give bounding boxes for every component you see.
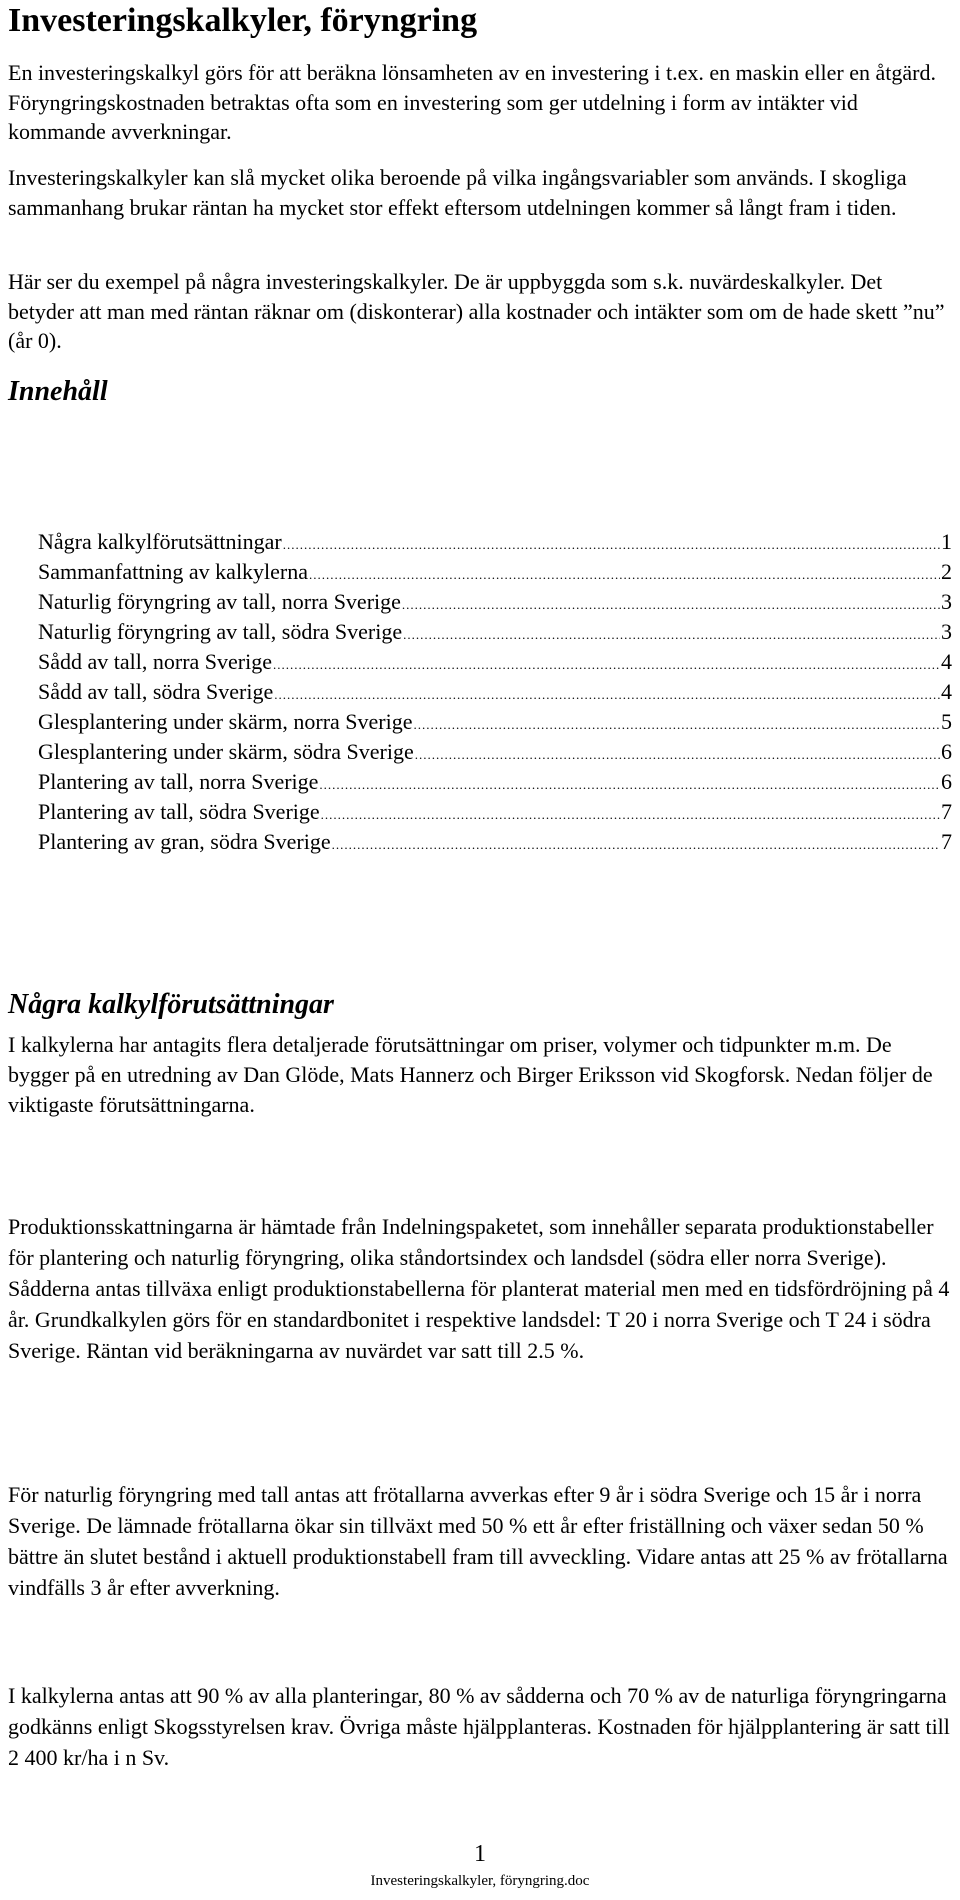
- toc-item[interactable]: Sådd av tall, norra Sverige ..... 4: [38, 647, 952, 677]
- intro-paragraph: Investeringskalkyler kan slå mycket olika beroende på vilka ingångsvariabler som används. I skogliga sammanhang brukar räntan ha mycket stor effekt eftersom utdelningen kommer så långt fram i tiden.: [8, 165, 907, 220]
- section-paragraph: Produktionsskattningarna är hämtade från Indelningspaketet, som innehåller separata produktionstabeller för plantering och naturlig föryngring, olika ståndortsindex och landsdel (södra eller norra Sverige). Sådderna antas tillväxa enligt produktionstabellerna för planterat material men med en tidsfördröjning på 4 år. Grundkalkylen görs för en standardbonitet i respektive landsdel: T 20 i norra Sverige och T 24 i södra Sverige. Räntan vid beräkningarna av nuvärdet var satt till 2.5 %.: [8, 1214, 950, 1363]
- section-paragraph: För naturlig föryngring med tall antas att frötallarna avverkas efter 9 år i södra Sverige och 15 år i norra Sverige. De lämnade frötallarna ökar sin tillväxt med 50 % ett år efter friställning och växer sedan 50 % bättre än slutet bestånd i aktuell produktionstabell fram till avveckling. Vidare antas att 25 % av frötallarna vindfälls 3 år efter avverkning.: [8, 1482, 948, 1600]
- section-paragraph: I kalkylerna antas att 90 % av alla planteringar, 80 % av sådderna och 70 % av de naturliga föryngringarna godkänns enligt Skogsstyrelsen krav. Övriga måste hjälpplanteras. Kostnaden för hjälpplantering är satt till 2 400 kr/ha i n Sv.: [8, 1683, 950, 1770]
- page-number: 1: [474, 1841, 486, 1867]
- toc-item[interactable]: Glesplantering under skärm, södra Sverige ..... 6: [38, 737, 952, 767]
- footer-filename: Investeringskalkyler, föryngring.doc: [370, 1873, 590, 1889]
- toc-item[interactable]: Några kalkylförutsättningar ..... 1: [38, 527, 952, 557]
- table-of-contents: [38, 527, 952, 857]
- toc-item[interactable]: Glesplantering under skärm, norra Sverige ..... 5: [38, 707, 952, 737]
- toc-item[interactable]: Plantering av gran, södra Sverige ..... 7: [38, 827, 952, 857]
- section-paragraph: I kalkylerna har antagits flera detaljerade förutsättningar om priser, volymer och tidpunkter m.m. De bygger på en utredning av Dan Glöde, Mats Hannerz och Birger Eriksson vid Skogforsk. Nedan följer de viktigaste förutsättningarna.: [8, 1032, 933, 1117]
- toc-item[interactable]: Plantering av tall, södra Sverige ..... 7: [38, 797, 952, 827]
- toc-item[interactable]: Naturlig föryngring av tall, norra Sverige ..... 3: [38, 587, 952, 617]
- toc-item[interactable]: Sammanfattning av kalkylerna ..... 2: [38, 557, 952, 587]
- toc-item[interactable]: Sådd av tall, södra Sverige ..... 4: [38, 677, 952, 707]
- document-title: Investeringskalkyler, föryngring: [8, 2, 478, 39]
- toc-item[interactable]: Naturlig föryngring av tall, södra Sverige ..... 3: [38, 617, 952, 647]
- toc-item[interactable]: Plantering av tall, norra Sverige ..... 6: [38, 767, 952, 797]
- toc-heading: Innehåll: [8, 376, 108, 407]
- section-heading: Några kalkylförutsättningar: [8, 989, 334, 1020]
- intro-paragraph: En investeringskalkyl görs för att beräkna lönsamheten av en investering i t.ex. en maskin eller en åtgärd. Föryngringskostnaden betraktas ofta som en investering som ger utdelning i form av intäkter vid kommande avverkningar.: [8, 60, 936, 144]
- intro-paragraph: Här ser du exempel på några investeringskalkyler. De är uppbyggda som s.k. nuvärdeskalkyler. Det betyder att man med räntan räknar om (diskonterar) alla kostnader och intäkter som om de hade skett ”nu” (år 0).: [8, 269, 945, 353]
